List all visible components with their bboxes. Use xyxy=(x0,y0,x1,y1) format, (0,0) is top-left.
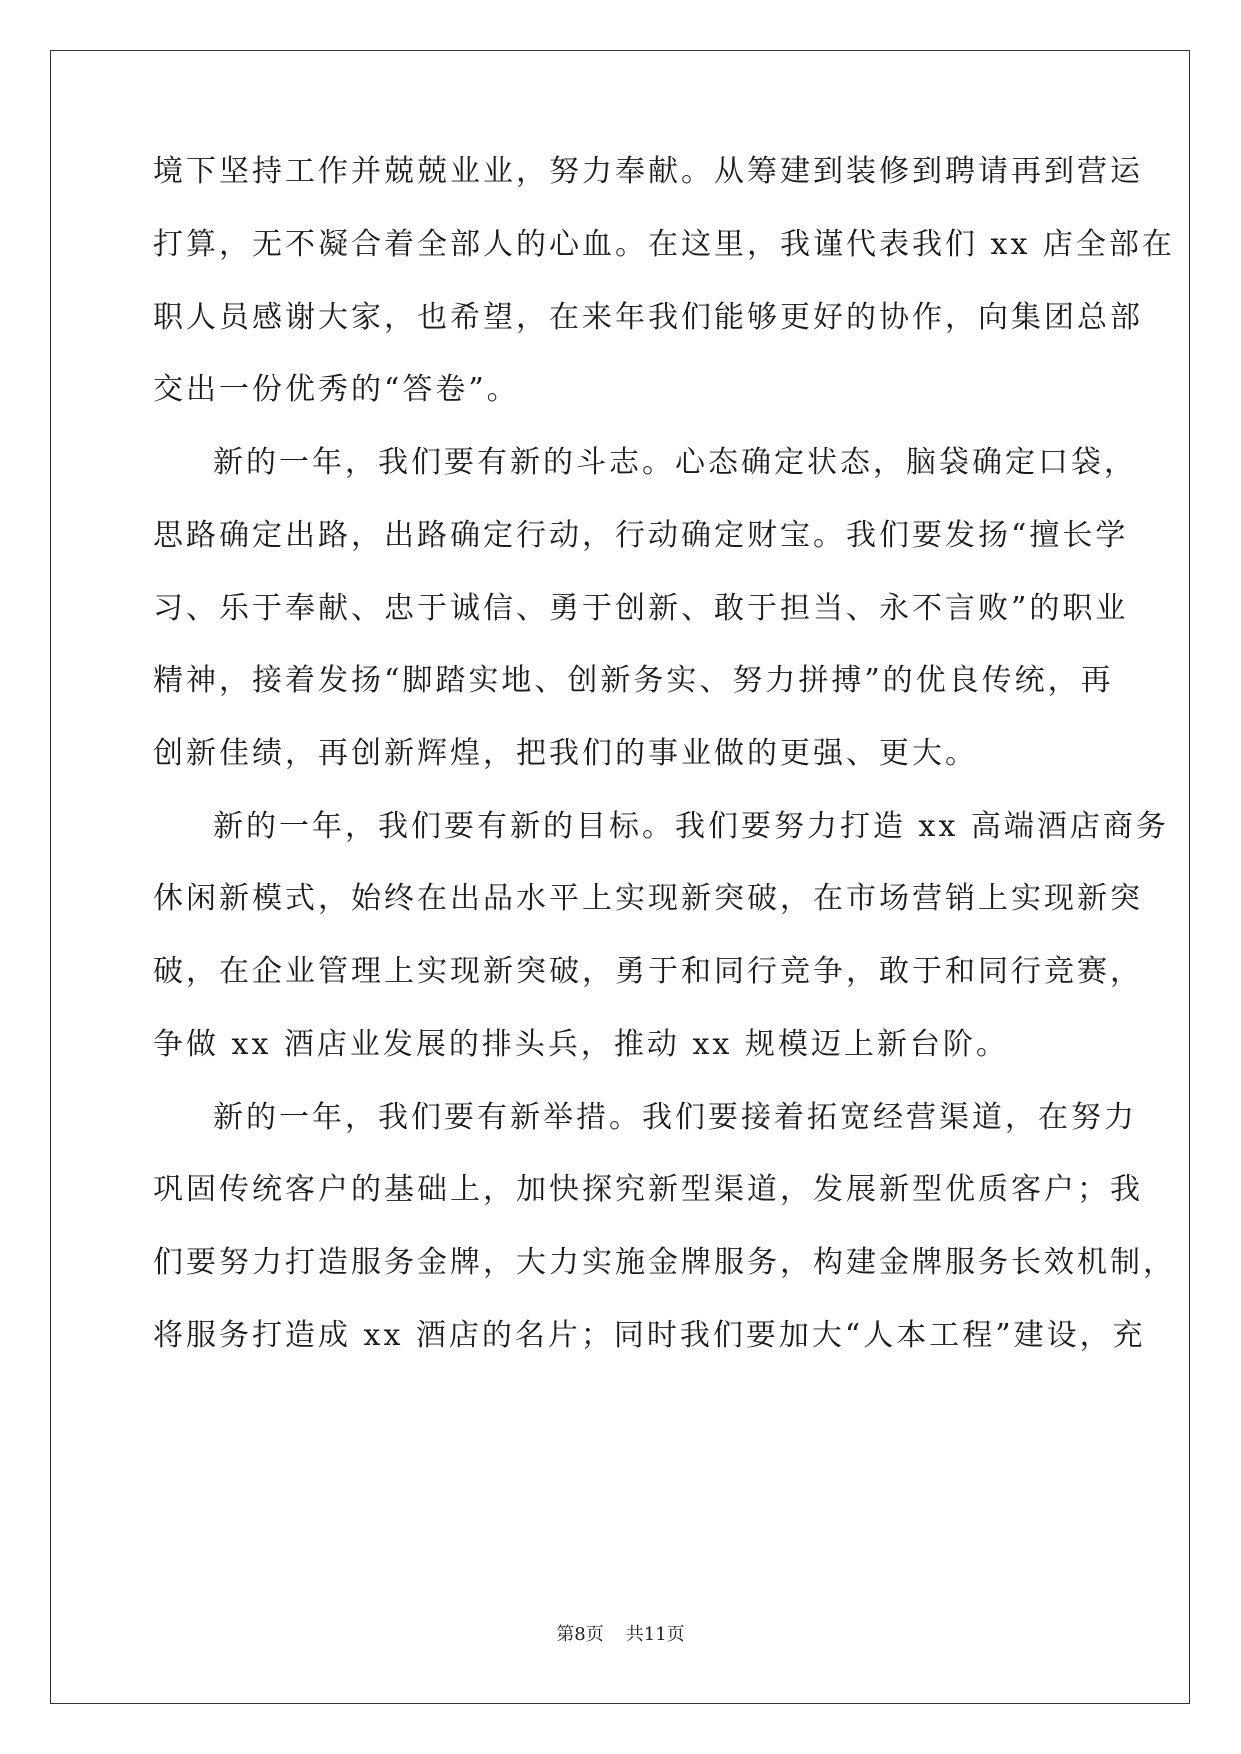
paragraph-start-line: 新的一年，我们要有新的目标。我们要努力打造 xx 高端酒店商务 xyxy=(213,809,1169,844)
text-line: 破，在企业管理上实现新突破，勇于和同行竞争，敢于和同行竞赛， xyxy=(153,954,1143,989)
text-line: 们要努力打造服务金牌，大力实施金牌服务，构建金牌服务长效机制， xyxy=(153,1245,1176,1280)
text-line: 精神，接着发扬“脚踏实地、创新务实、努力拼搏”的优良传统，再 xyxy=(153,663,1114,698)
text-line: 打算，无不凝合着全部人的心血。在这里，我谨代表我们 xx 店全部在 xyxy=(153,227,1175,262)
text-line: 巩固传统客户的基础上，加快探究新型渠道，发展新型优质客户；我 xyxy=(153,1172,1143,1207)
page-footer xyxy=(0,1623,1241,1647)
paragraph-start-line: 新的一年，我们要有新举措。我们要接着拓宽经营渠道，在努力 xyxy=(213,1100,1137,1135)
text-line: 创新佳绩，再创新辉煌，把我们的事业做的更强、更大。 xyxy=(153,736,978,771)
text-line: 习、乐于奉献、忠于诚信、勇于创新、敢于担当、永不言败”的职业 xyxy=(153,591,1129,626)
text-line: 休闲新模式，始终在出品水平上实现新突破，在市场营销上实现新突 xyxy=(153,881,1143,916)
text-line: 将服务打造成 xx 酒店的名片；同时我们要加大“人本工程”建设，充 xyxy=(153,1318,1146,1353)
page-number: 第8页 xyxy=(556,1624,604,1645)
page-total: 共11页 xyxy=(625,1624,685,1645)
text-line: 境下坚持工作并兢兢业业，努力奉献。从筹建到装修到聘请再到营运 xyxy=(153,154,1143,189)
text-line: 职人员感谢大家，也希望，在来年我们能够更好的协作，向集团总部 xyxy=(153,300,1143,335)
text-line: 思路确定出路，出路确定行动，行动确定财宝。我们要发扬“擅长学 xyxy=(153,518,1129,553)
text-line: 交出一份优秀的“答卷”。 xyxy=(153,372,520,407)
text-line: 争做 xx 酒店业发展的排头兵，推动 xx 规模迈上新台阶。 xyxy=(153,1027,1009,1062)
paragraph-start-line: 新的一年，我们要有新的斗志。心态确定状态，脑袋确定口袋， xyxy=(213,445,1137,480)
